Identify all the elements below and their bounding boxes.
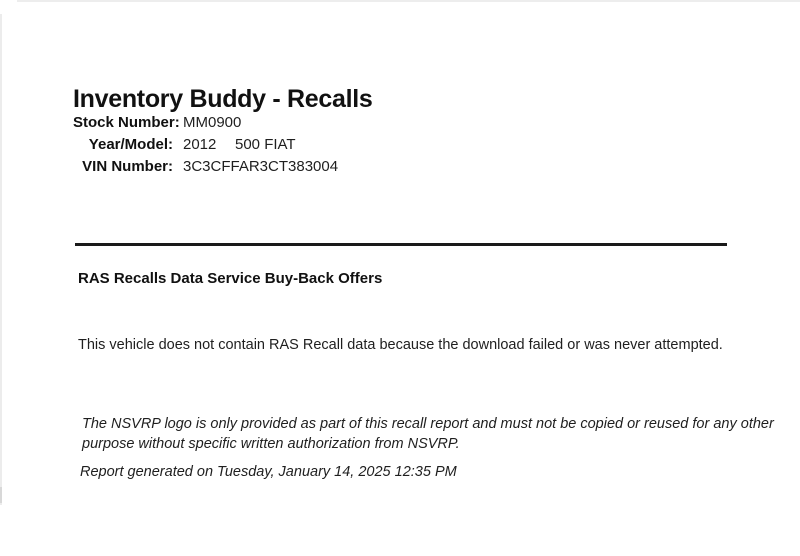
generated-timestamp: Report generated on Tuesday, January 14, 2025 12:35 PM (80, 464, 457, 480)
recall-status-text: This vehicle does not contain RAS Recall data because the download failed or was never attempted. (78, 337, 723, 353)
nsvrp-disclaimer-line-1: The NSVRP logo is only provided as part of this recall report and must not be copied or reused for any other (82, 416, 774, 432)
nsvrp-disclaimer-line-2: purpose without specific written authorization from NSVRP. (82, 436, 460, 452)
stock-number-value: MM0900 (183, 114, 242, 131)
vehicle-info-table (73, 114, 338, 180)
stock-number-row (73, 114, 338, 136)
section-divider (75, 243, 727, 246)
scan-artifact-top-edge (17, 0, 800, 2)
section-heading: RAS Recalls Data Service Buy-Back Offers (78, 270, 383, 287)
vin-number-label: VIN Number: (82, 158, 173, 175)
year-model-label: Year/Model: (88, 136, 173, 153)
vin-number-row (73, 158, 338, 180)
nsvrp-disclaimer (82, 414, 774, 454)
scan-artifact-left-mark (0, 487, 2, 503)
model-value: 500 FIAT (235, 136, 296, 153)
vin-number-value: 3C3CFFAR3CT383004 (183, 158, 339, 175)
page-title: Inventory Buddy - Recalls (73, 85, 373, 113)
stock-number-label: Stock Number: (73, 114, 180, 131)
year-model-row (73, 136, 338, 158)
year-value: 2012 (183, 136, 217, 153)
scan-artifact-left-edge (0, 14, 2, 505)
